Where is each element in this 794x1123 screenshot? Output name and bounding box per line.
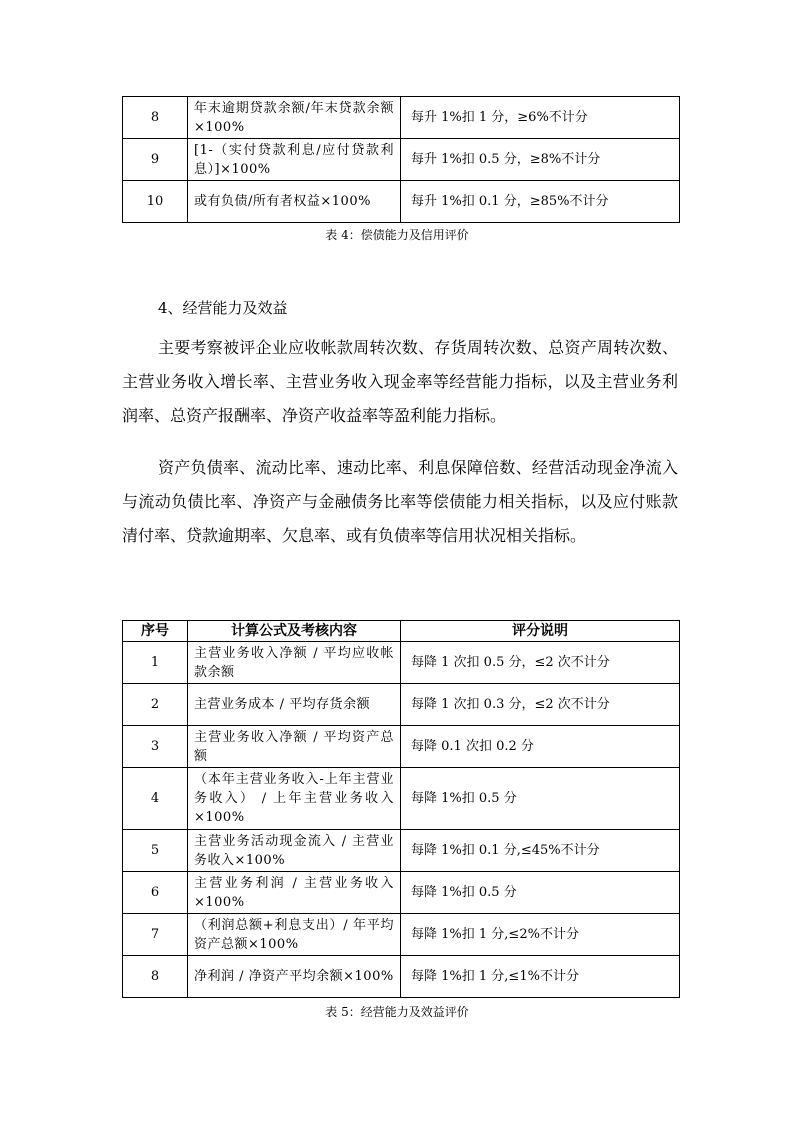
formula-cell: 主营业务收入净额 / 平均应收帐款余额 [188,642,401,684]
formula-cell: 主营业务利润 / 主营业务收入 ×100% [188,872,401,914]
table-5-caption: 表 5：经营能力及效益评价 [325,1005,469,1019]
column-header-scoring: 评分说明 [401,621,680,642]
column-header-formula: 计算公式及考核内容 [188,621,401,642]
scoring-cell: 每降 1%扣 0.1 分,≤45%不计分 [401,830,680,872]
solvency-credit-table [122,96,680,223]
table-row [123,139,680,181]
row-number: 3 [123,726,188,768]
row-number: 7 [123,914,188,956]
formula-cell: 或有负债/所有者权益×100% [188,181,401,223]
table-row [123,181,680,223]
row-number: 2 [123,684,188,726]
scoring-cell: 每降 1 次扣 0.3 分，≤2 次不计分 [401,684,680,726]
table-row [123,726,680,768]
formula-cell: [1-（实付贷款利息/应付贷款利息）]×100% [188,139,401,181]
scoring-cell: 每降 1%扣 0.5 分 [401,768,680,830]
row-number: 9 [123,139,188,181]
scoring-cell: 每升 1%扣 1 分，≥6%不计分 [401,97,680,139]
table-row [123,872,680,914]
scoring-cell: 每升 1%扣 0.5 分，≥8%不计分 [401,139,680,181]
row-number: 10 [123,181,188,223]
row-number: 6 [123,872,188,914]
section-heading: 4、经营能力及效益 [158,299,288,317]
table-row [123,684,680,726]
table-row [123,830,680,872]
formula-cell: 主营业务活动现金流入 / 主营业务收入×100% [188,830,401,872]
row-number: 4 [123,768,188,830]
formula-cell: 净利润 / 净资产平均余额×100% [188,956,401,998]
scoring-cell: 每降 1 次扣 0.5 分，≤2 次不计分 [401,642,680,684]
formula-cell: 主营业务成本 / 平均存货余额 [188,684,401,726]
scoring-cell: 每降 1%扣 1 分,≤1%不计分 [401,956,680,998]
table-row [123,956,680,998]
scoring-cell: 每升 1%扣 0.1 分，≥85%不计分 [401,181,680,223]
formula-cell: 年末逾期贷款余额/年末贷款余额×100% [188,97,401,139]
row-number: 5 [123,830,188,872]
table-row [123,914,680,956]
formula-cell: 主营业务收入净额 / 平均资产总额 [188,726,401,768]
row-number: 8 [123,956,188,998]
scoring-cell: 每降 1%扣 1 分,≤2%不计分 [401,914,680,956]
scoring-cell: 每降 1%扣 0.5 分 [401,872,680,914]
table-header-row [123,621,680,642]
table-row [123,768,680,830]
scoring-cell: 每降 0.1 次扣 0.2 分 [401,726,680,768]
column-header-no: 序号 [123,621,188,642]
row-number: 1 [123,642,188,684]
table-4-caption: 表 4：偿债能力及信用评价 [325,228,469,242]
paragraph-operating-indicators: 主要考察被评企业应收帐款周转次数、存货周转次数、总资产周转次数、主营业务收入增长率、主营业务收入现金率等经营能力指标，以及主营业务利润率、总资产报酬率、净资产收益率等盈利能力指标。 [122,338,678,425]
paragraph-solvency-indicators: 资产负债率、流动比率、速动比率、利息保障倍数、经营活动现金净流入与流动负债比率、净资产与金融债务比率等偿债能力相关指标，以及应付账款清付率、贷款逾期率、欠息率、或有负债率等信用状况相关指标。 [122,458,678,545]
row-number: 8 [123,97,188,139]
table-row [123,97,680,139]
operating-efficiency-table [122,620,680,998]
formula-cell: （利润总额+利息支出）/ 年平均资产总额×100% [188,914,401,956]
formula-cell: （本年主营业务收入-上年主营业务收入） / 上年主营业务收入×100% [188,768,401,830]
table-row [123,642,680,684]
